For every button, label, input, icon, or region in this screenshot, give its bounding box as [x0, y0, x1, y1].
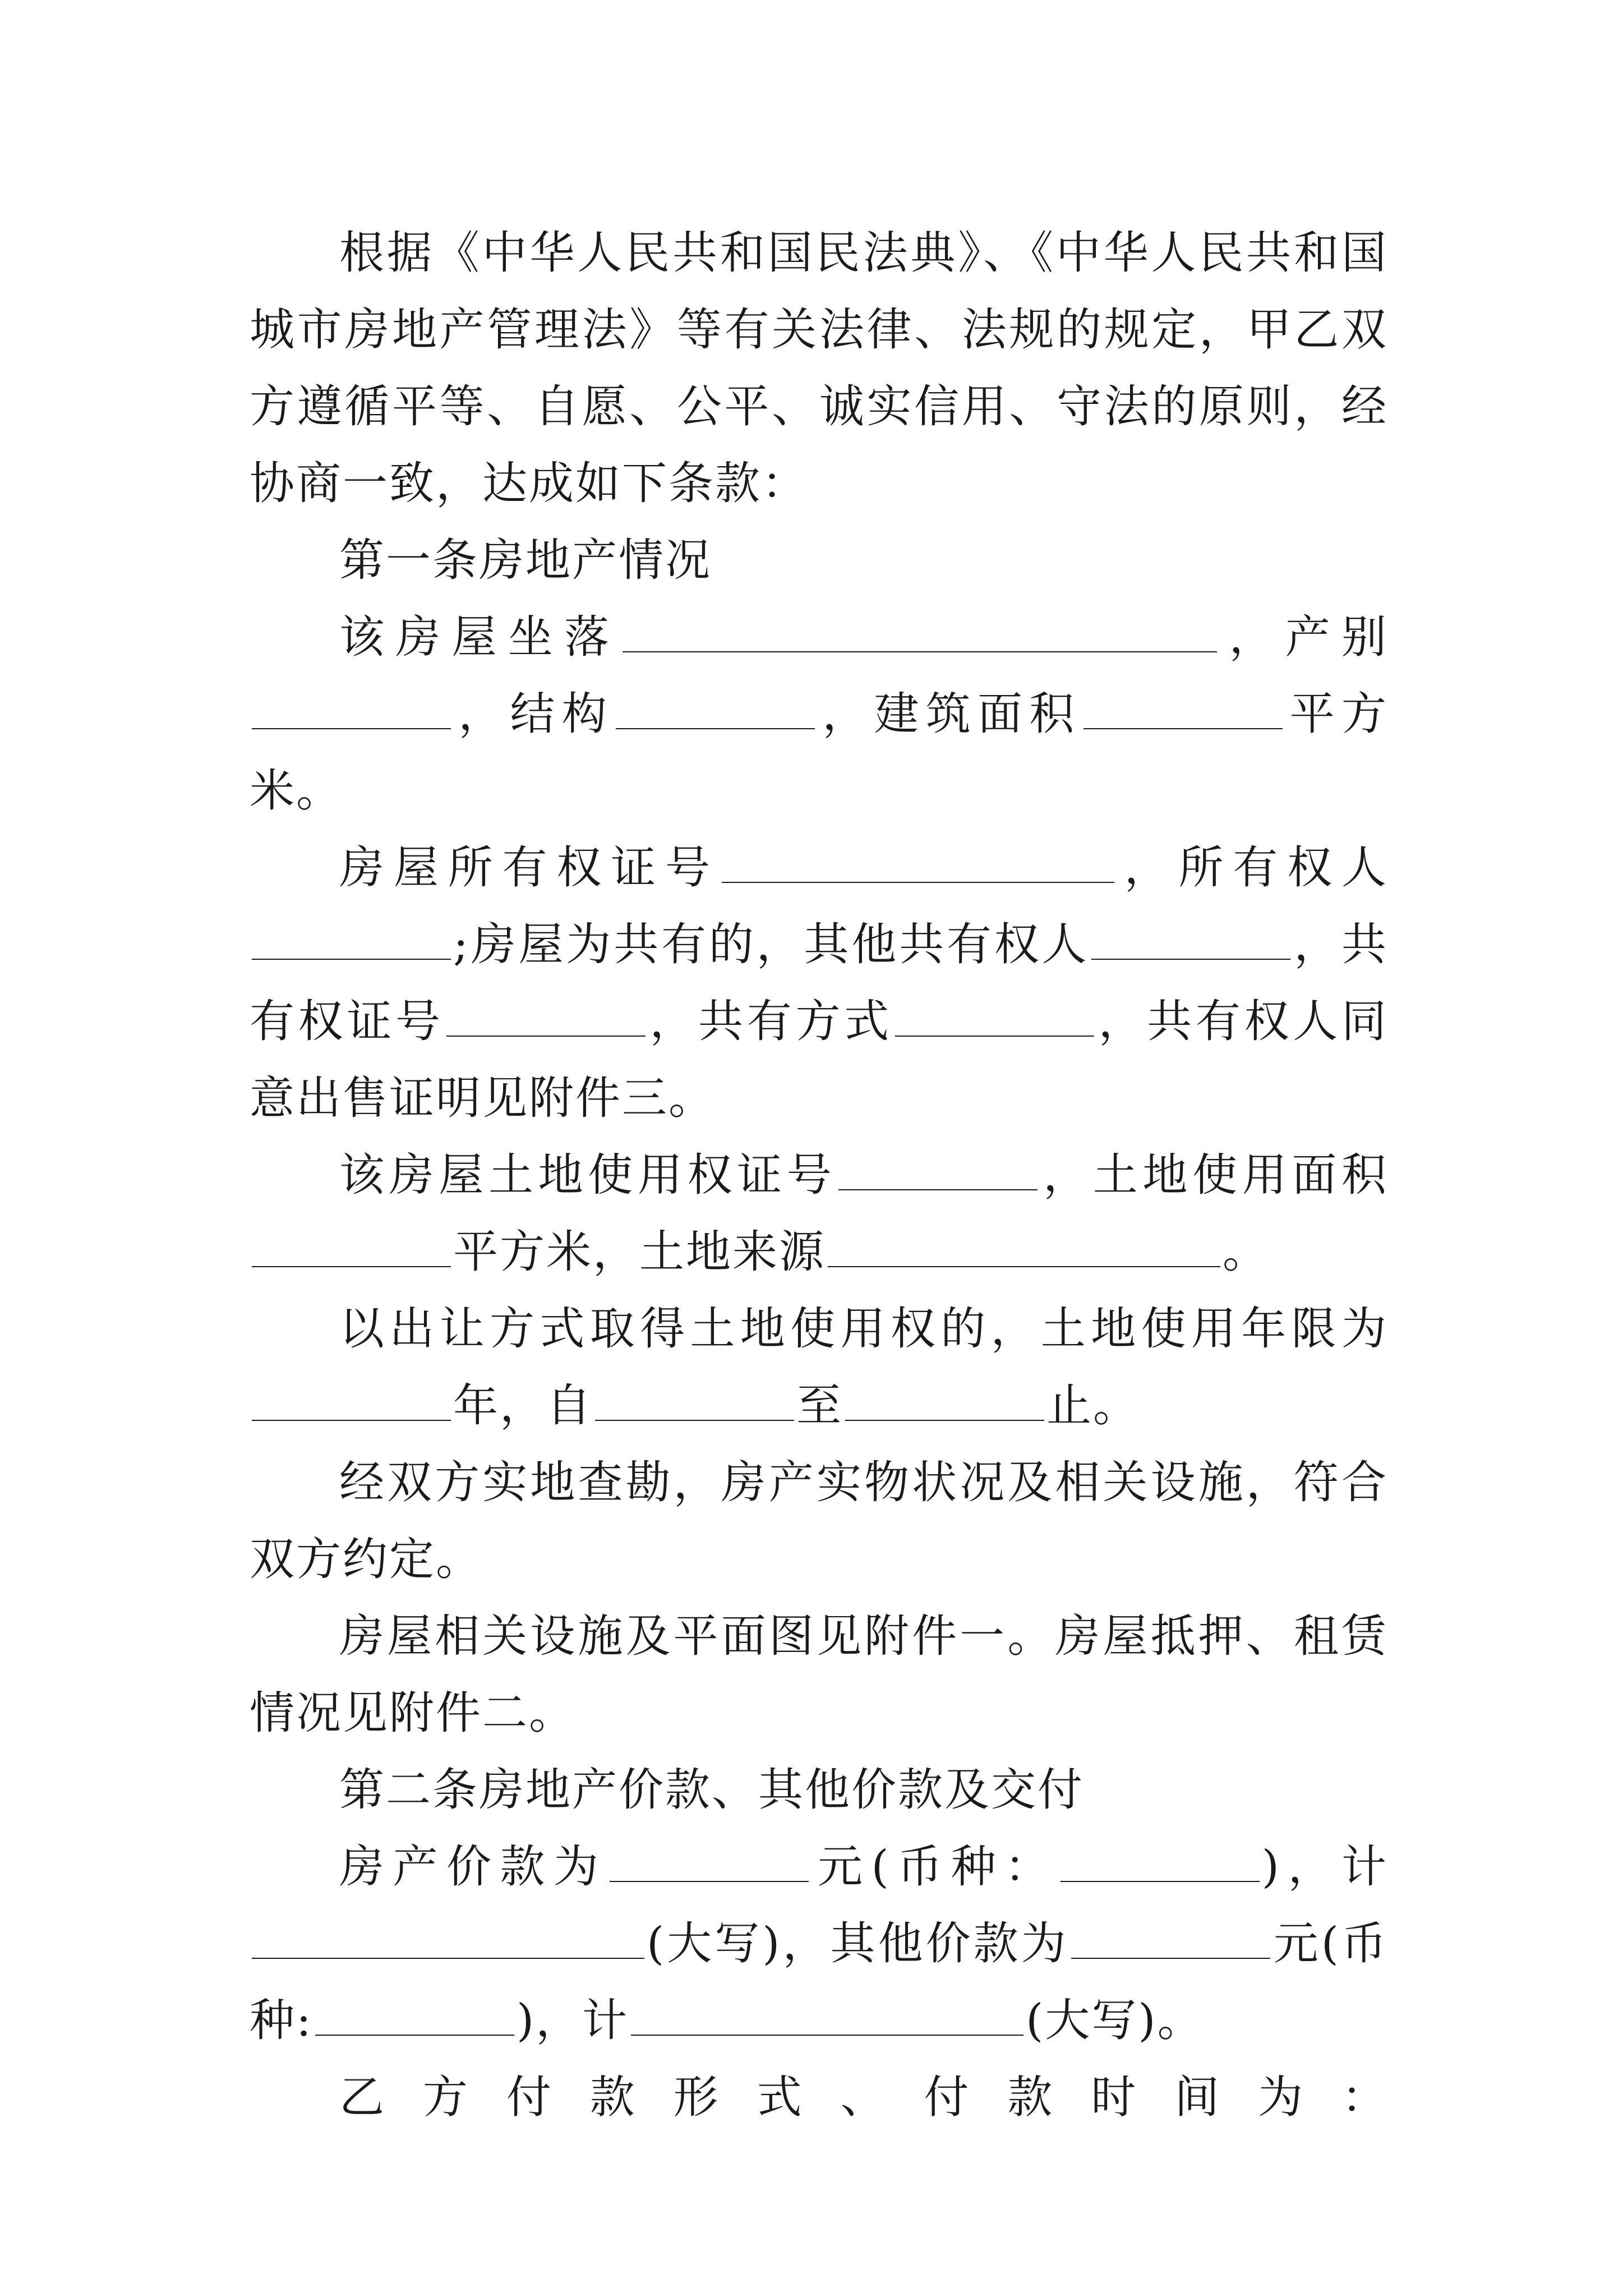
land-term-end: 止。 — [1046, 1379, 1140, 1432]
location-label: 该房屋坐落 — [339, 611, 621, 663]
paragraph-attachments — [250, 1598, 1388, 1751]
paragraph-land-use — [250, 1137, 1388, 1290]
price-blank[interactable] — [610, 1841, 809, 1882]
land-term-from-label: 年，自 — [453, 1379, 593, 1432]
land-cert-blank[interactable] — [838, 1149, 1038, 1190]
ownership-cert-label: 房屋所有权证号 — [339, 841, 720, 894]
price-words-blank[interactable] — [252, 1917, 644, 1959]
preamble-text: 根据《中华人民共和国民法典》、《中华人民共和国城市房地产管理法》等有关法律、法规的规定，甲乙双方遵循平等、自愿、公平、诚实信用、守法的原则，经协商一致，达成如下条款： — [250, 227, 1388, 509]
co-ownership-method-label: ，共有方式 — [647, 995, 893, 1047]
heading-article-1 — [250, 522, 1388, 599]
paragraph-property-location — [250, 599, 1388, 829]
floor-area-unit: 平方米。 — [250, 688, 1388, 817]
structure-label: ，结构 — [453, 688, 614, 740]
land-term-from-blank[interactable] — [595, 1379, 794, 1421]
land-cert-label: 该房屋土地使用权证号 — [339, 1149, 837, 1201]
paragraph-land-term — [250, 1290, 1388, 1444]
land-source-blank[interactable] — [828, 1226, 1220, 1267]
heading-article-2 — [250, 1751, 1388, 1828]
land-term-label: 以出让方式取得土地使用权的，土地使用年限为 — [339, 1303, 1388, 1355]
inspection-text: 经双方实地查勘，房产实物状况及相关设施，符合双方约定。 — [250, 1456, 1388, 1585]
co-owner-label: ;房屋为共有的，其他共有权人 — [453, 918, 1090, 970]
land-source-label: 平方米，土地来源 — [453, 1226, 826, 1278]
co-ownership-method-blank[interactable] — [895, 995, 1094, 1037]
price-label: 房产价款为 — [339, 1841, 607, 1893]
attachments-text: 房屋相关设施及平面图见附件一。房屋抵押、租赁情况见附件二。 — [250, 1610, 1388, 1739]
land-source-end: 。 — [1223, 1226, 1269, 1278]
land-area-label: ，土地使用面积 — [1040, 1149, 1389, 1201]
structure-blank[interactable] — [616, 688, 815, 729]
other-currency-label: 元(币种: — [250, 1917, 1388, 2046]
payment-terms-text: 乙方付款形式、付款时间为： — [339, 2071, 1388, 2123]
land-term-to-label: 至 — [796, 1379, 843, 1432]
owner-label: ，所有权人 — [1116, 841, 1389, 894]
paragraph-price — [250, 1828, 1388, 2059]
land-term-to-blank[interactable] — [845, 1379, 1044, 1421]
price-total-label: )，计 — [1261, 1841, 1389, 1893]
other-currency-blank[interactable] — [315, 1994, 514, 2036]
other-price-words-end: (大写)。 — [1026, 1994, 1204, 2046]
paragraph-payment — [250, 2059, 1388, 2136]
currency-blank[interactable] — [1061, 1841, 1260, 1882]
document-body — [250, 214, 1388, 2136]
co-owner-consent-text: ，共有权人同意出售证明见附件三。 — [250, 995, 1388, 1124]
other-price-label: (大写)，其他价款为 — [647, 1917, 1069, 1970]
floor-area-label: ，建筑面积 — [817, 688, 1081, 740]
article-2-title: 第二条房地产价款、其他价款及交付 — [339, 1764, 1084, 1816]
co-ownership-cert-blank[interactable] — [446, 995, 645, 1037]
land-area-blank[interactable] — [252, 1226, 451, 1267]
property-type-blank[interactable] — [252, 688, 451, 729]
floor-area-blank[interactable] — [1083, 688, 1283, 729]
location-blank[interactable] — [623, 611, 1217, 652]
land-term-years-blank[interactable] — [252, 1379, 451, 1421]
article-1-title: 第一条房地产情况 — [339, 534, 712, 586]
owner-blank[interactable] — [252, 918, 451, 960]
currency-label: 元(币种： — [810, 1841, 1058, 1893]
paragraph-ownership — [250, 829, 1388, 1137]
property-type-label: ，产别 — [1219, 611, 1388, 663]
co-ownership-cert-label: ，共有权证号 — [250, 918, 1389, 1047]
paragraph-preamble — [250, 214, 1388, 522]
other-price-words-blank[interactable] — [631, 1994, 1023, 2036]
paragraph-inspection — [250, 1444, 1388, 1598]
co-owner-blank[interactable] — [1091, 918, 1290, 960]
ownership-cert-blank[interactable] — [722, 841, 1114, 883]
other-total-label: )，计 — [516, 1994, 629, 2046]
other-price-blank[interactable] — [1071, 1917, 1270, 1959]
